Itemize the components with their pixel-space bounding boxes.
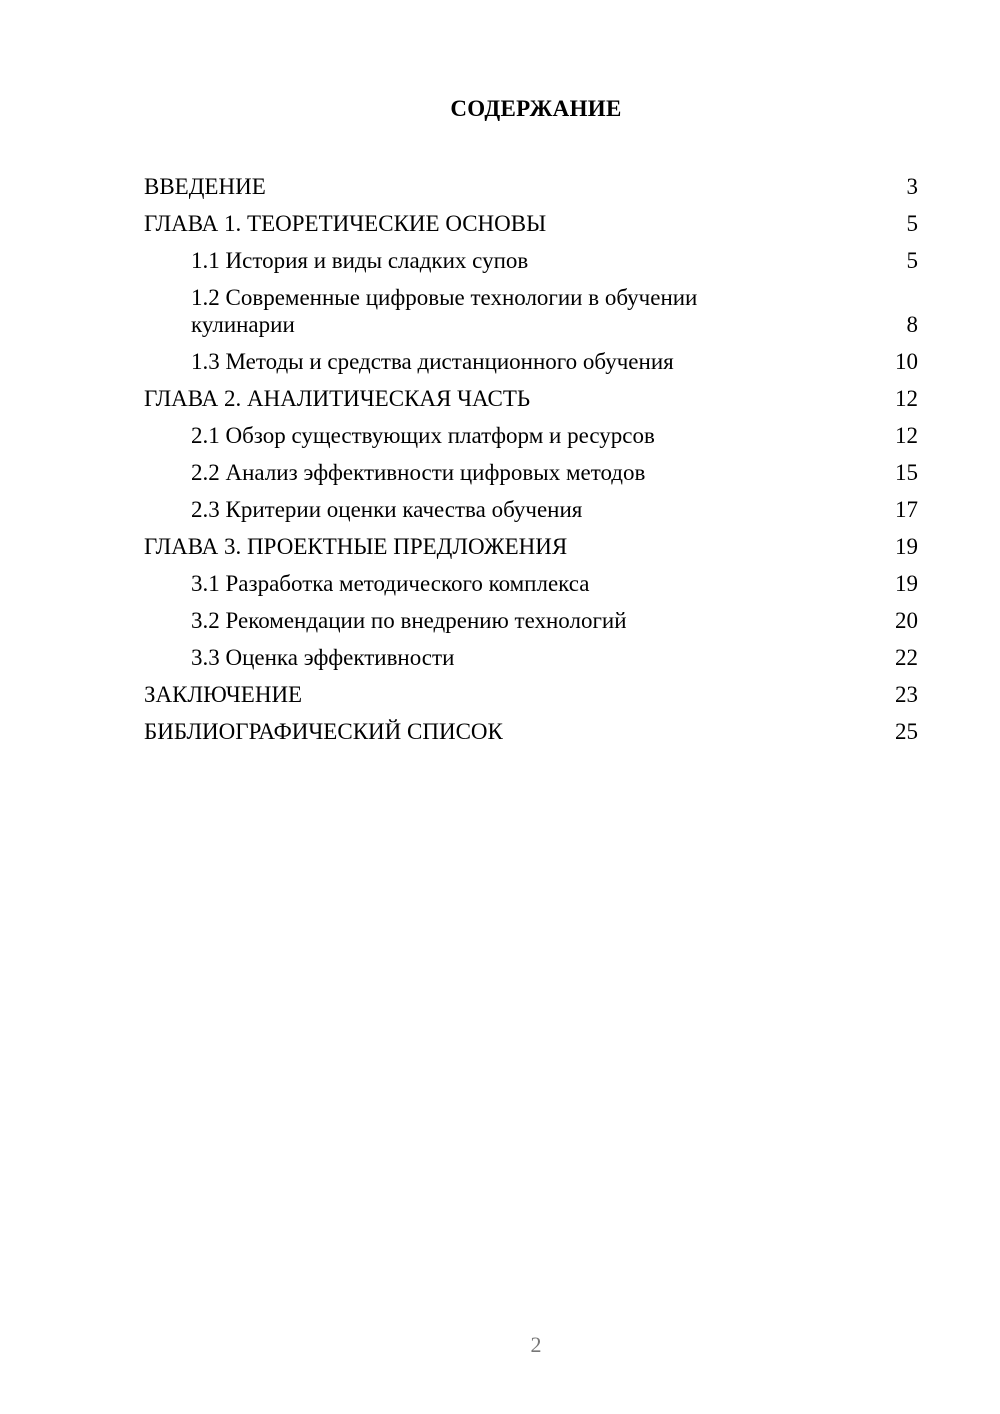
toc-entry-text: 2.3 Критерии оценки качества обучения xyxy=(191,497,583,522)
toc-entry-section-3-2[interactable] xyxy=(144,602,918,639)
toc-entry-text: 1.1 История и виды сладких супов xyxy=(191,248,529,273)
toc-entry-introduction[interactable] xyxy=(144,168,918,205)
toc-entry-text: 1.3 Методы и средства дистанционного обучения xyxy=(191,349,674,374)
toc-entry-chapter-2[interactable] xyxy=(144,380,918,417)
toc-entry-page: 5 xyxy=(906,211,918,236)
toc-entry-chapter-1[interactable] xyxy=(144,205,918,242)
toc-entry-text: 3.3 Оценка эффективности xyxy=(191,645,455,670)
toc-entry-bibliography[interactable] xyxy=(144,713,918,750)
toc-entry-page: 25 xyxy=(895,719,918,744)
toc-entry-text: 3.1 Разработка методического комплекса xyxy=(191,571,590,596)
toc-entry-text: 3.2 Рекомендации по внедрению технологий xyxy=(191,608,627,633)
toc-entry-text: ЗАКЛЮЧЕНИЕ xyxy=(144,682,303,707)
toc-entry-page: 15 xyxy=(895,460,918,485)
toc-entry-text: 1.2 Современные цифровые технологии в обучении кулинарии xyxy=(191,285,698,337)
toc-entry-page: 23 xyxy=(895,682,918,707)
toc-entry-section-1-2[interactable] xyxy=(144,279,918,343)
toc-entry-text: ВВЕДЕНИЕ xyxy=(144,174,266,199)
toc-entry-page: 10 xyxy=(895,349,918,374)
page-title: СОДЕРЖАНИЕ xyxy=(450,96,622,121)
toc-entry-section-2-3[interactable] xyxy=(144,491,918,528)
toc-entry-section-1-3[interactable] xyxy=(144,343,918,380)
toc-entry-page: 12 xyxy=(895,386,918,411)
toc-entry-text: ГЛАВА 2. АНАЛИТИЧЕСКАЯ ЧАСТЬ xyxy=(144,386,531,411)
toc-entry-section-3-3[interactable] xyxy=(144,639,918,676)
toc-entry-text: ГЛАВА 3. ПРОЕКТНЫЕ ПРЕДЛОЖЕНИЯ xyxy=(144,534,568,559)
toc-entry-page: 20 xyxy=(895,608,918,633)
toc-entry-text: ГЛАВА 1. ТЕОРЕТИЧЕСКИЕ ОСНОВЫ xyxy=(144,211,547,236)
toc-entry-section-2-1[interactable] xyxy=(144,417,918,454)
toc-entry-text: БИБЛИОГРАФИЧЕСКИЙ СПИСОК xyxy=(144,719,503,744)
toc-entry-chapter-3[interactable] xyxy=(144,528,918,565)
toc-entry-page: 17 xyxy=(895,497,918,522)
toc-entry-page: 19 xyxy=(895,534,918,559)
page-number: 2 xyxy=(530,1332,542,1357)
toc-entry-section-1-1[interactable] xyxy=(144,242,918,279)
toc-entry-page: 19 xyxy=(895,571,918,596)
toc-entry-page: 8 xyxy=(906,312,918,337)
toc-entry-page: 22 xyxy=(895,645,918,670)
toc-entry-page: 3 xyxy=(906,174,918,199)
table-of-contents xyxy=(144,168,918,750)
toc-entry-page: 12 xyxy=(895,423,918,448)
toc-entry-page: 5 xyxy=(906,248,918,273)
toc-entry-text: 2.2 Анализ эффективности цифровых методов xyxy=(191,460,646,485)
toc-entry-section-3-1[interactable] xyxy=(144,565,918,602)
toc-entry-text: 2.1 Обзор существующих платформ и ресурсов xyxy=(191,423,655,448)
toc-entry-section-2-2[interactable] xyxy=(144,454,918,491)
toc-entry-conclusion[interactable] xyxy=(144,676,918,713)
